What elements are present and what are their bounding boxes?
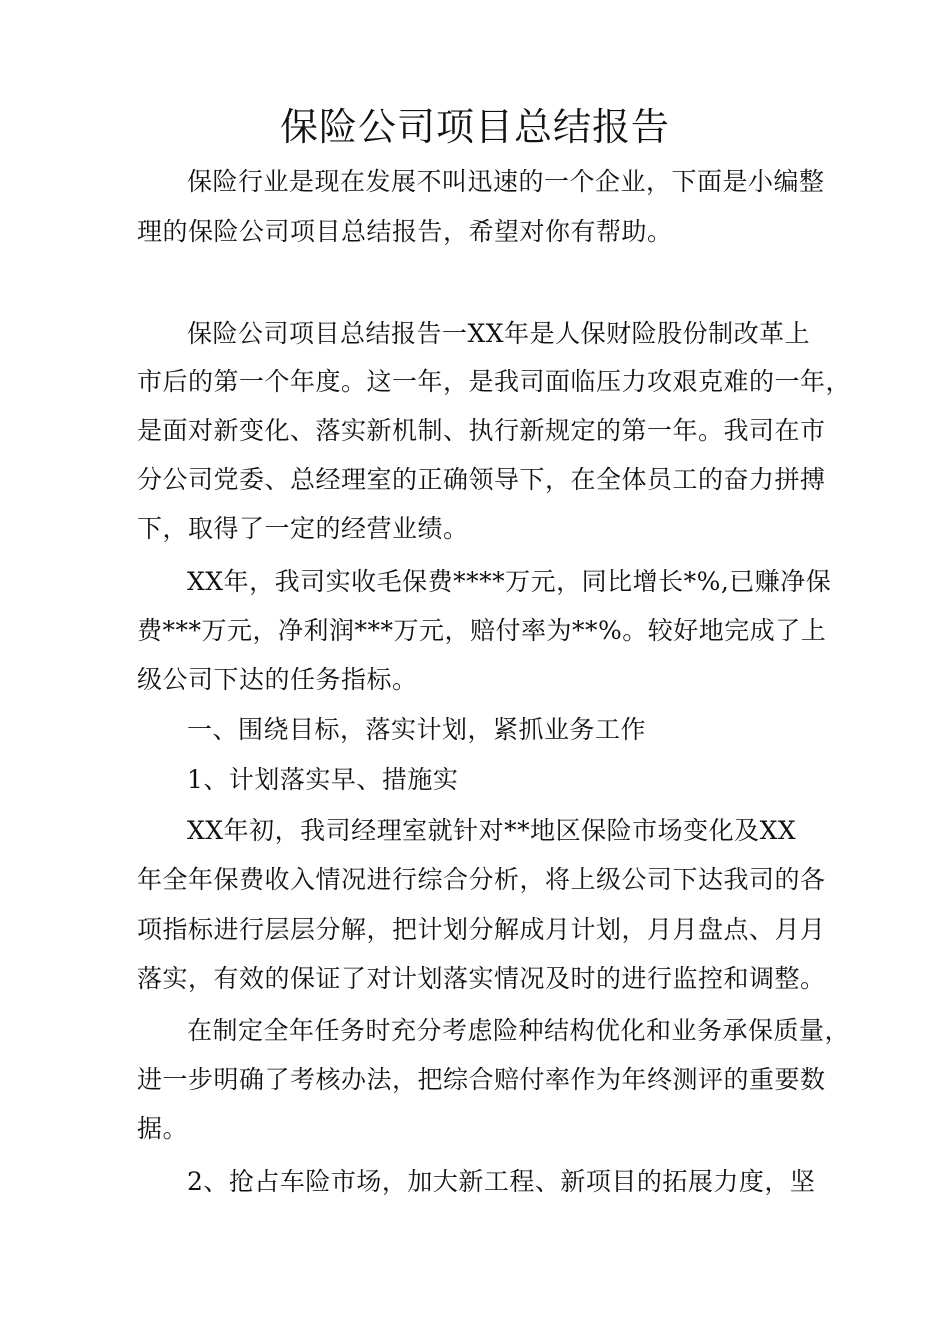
paragraph-line: 项指标进行层层分解，把计划分解成月计划，月月盘点、月月 (137, 915, 826, 944)
document-title: 保险公司项目总结报告 (279, 105, 670, 149)
paragraph-line: 是面对新变化、落实新机制、执行新规定的第一年。我司在市 (137, 416, 826, 445)
paragraph-line: 级公司下达的任务指标。 (137, 665, 418, 694)
paragraph-line: 费***万元，净利润***万元，赔付率为**%。较好地完成了上 (137, 616, 827, 645)
section-heading: 一、围绕目标，落实计划，紧抓业务工作 (187, 715, 647, 744)
paragraph-line: 保险行业是现在发展不叫迅速的一个企业，下面是小编整 (187, 167, 825, 196)
paragraph-line: 进一步明确了考核办法，把综合赔付率作为年终测评的重要数 (137, 1065, 826, 1094)
paragraph-line: 理的保险公司项目总结报告，希望对你有帮助。 (137, 217, 673, 246)
paragraph-line: 分公司党委、总经理室的正确领导下，在全体员工的奋力拼搏 (137, 465, 826, 494)
subsection-heading: 1、计划落实早、措施实 (187, 765, 459, 794)
paragraph-line: 在制定全年任务时充分考虑险种结构优化和业务承保质量， (187, 1016, 851, 1045)
paragraph-line: XX年，我司实收毛保费****万元，同比增长*%,已赚净保 (187, 567, 832, 596)
paragraph-line: 据。 (137, 1114, 189, 1143)
paragraph-line: 保险公司项目总结报告一XX年是人保财险股份制改革上 (187, 319, 811, 348)
paragraph-line: XX年初，我司经理室就针对**地区保险市场变化及XX (187, 816, 797, 845)
paragraph-line: 下，取得了一定的经营业绩。 (137, 514, 469, 543)
subsection-heading: 2、抢占车险市场，加大新工程、新项目的拓展力度，坚 (187, 1167, 816, 1196)
paragraph-line: 市后的第一个年度。这一年，是我司面临压力攻艰克难的一年， (137, 367, 852, 396)
paragraph-line: 落实，有效的保证了对计划落实情况及时的进行监控和调整。 (137, 964, 826, 993)
paragraph-line: 年全年保费收入情况进行综合分析，将上级公司下达我司的各 (137, 865, 826, 894)
